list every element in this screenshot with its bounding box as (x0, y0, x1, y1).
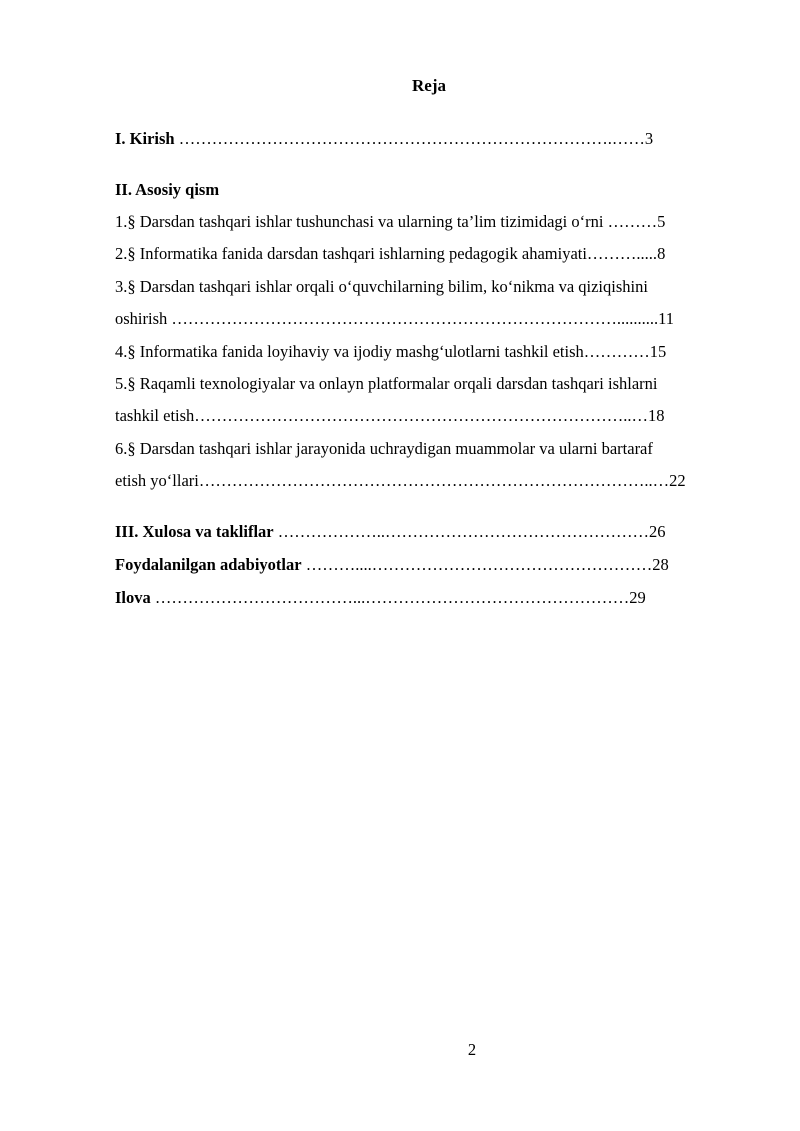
toc-section-1-text: 1.§ Darsdan tashqari ishlar tushunchasi va ularning ta’lim tizimidagi o‘rni ……… (115, 212, 658, 231)
toc-section-4-text: 4.§ Informatika fanida loyihaviy va ijodiy mashg‘ulotlarni tashkil etish………… (115, 342, 650, 361)
toc-section-6-line2 (115, 470, 686, 492)
toc-section-1 (115, 211, 665, 233)
toc-section-3-line1: 3.§ Darsdan tashqari ishlar orqali o‘quvchilarning bilim, ko‘nikma va qiziqishini (115, 277, 648, 296)
toc-section-2-page: 8 (657, 244, 666, 263)
toc-conclusion (115, 521, 665, 543)
toc-section-4-page: 15 (649, 342, 667, 361)
toc-section-5-text: tashkil etish……………………………………………………………………..… (115, 406, 649, 425)
toc-section-5-line2 (115, 405, 665, 427)
toc-section-2 (115, 243, 665, 265)
toc-intro-dots: …………………………………………………………………….…… (174, 129, 645, 148)
toc-conclusion-page: 26 (648, 522, 666, 541)
toc-main-heading: II. Asosiy qism (115, 180, 220, 199)
toc-section-4 (115, 341, 666, 363)
toc-references-dots: ………....…………………………………………… (301, 555, 653, 574)
page-title: Reja (412, 76, 446, 95)
toc-section-5-page: 18 (648, 406, 665, 425)
toc-section-3-text: oshirish ……………………………………………………………………….......... (115, 309, 659, 328)
toc-intro-label: I. Kirish (115, 129, 175, 148)
page-number: 2 (467, 1040, 477, 1059)
toc-intro (115, 128, 653, 150)
toc-appendix-label: Ilova (115, 588, 151, 607)
toc-section-6-page: 22 (669, 471, 686, 490)
toc-section-6-text: etish yo‘llari………………………………………………………………………..… (115, 471, 670, 490)
toc-appendix (115, 587, 646, 609)
toc-section-6-line1: 6.§ Darsdan tashqari ishlar jarayonida uchraydigan muammolar va ularni bartaraf (115, 439, 653, 458)
toc-references-page: 28 (652, 555, 669, 574)
toc-section-5-line1: 5.§ Raqamli texnologiyalar va onlayn platformalar orqali darsdan tashqari ishlarni (115, 374, 658, 393)
toc-section-3-line2 (115, 308, 674, 330)
toc-section-1-page: 5 (657, 212, 666, 231)
toc-conclusion-label: III. Xulosa va takliflar (115, 522, 274, 541)
toc-section-3-page: 11 (658, 309, 675, 328)
toc-appendix-page: 29 (629, 588, 646, 607)
toc-conclusion-dots: ………………..………………………………………… (273, 522, 649, 541)
toc-appendix-dots: ………………………………...………………………………………… (150, 588, 630, 607)
toc-intro-page: 3 (644, 129, 654, 148)
toc-references-label: Foydalanilgan adabiyotlar (115, 555, 302, 574)
toc-section-2-text: 2.§ Informatika fanida darsdan tashqari ishlarning pedagogik ahamiyati………..... (115, 244, 658, 263)
toc-references (115, 554, 669, 576)
